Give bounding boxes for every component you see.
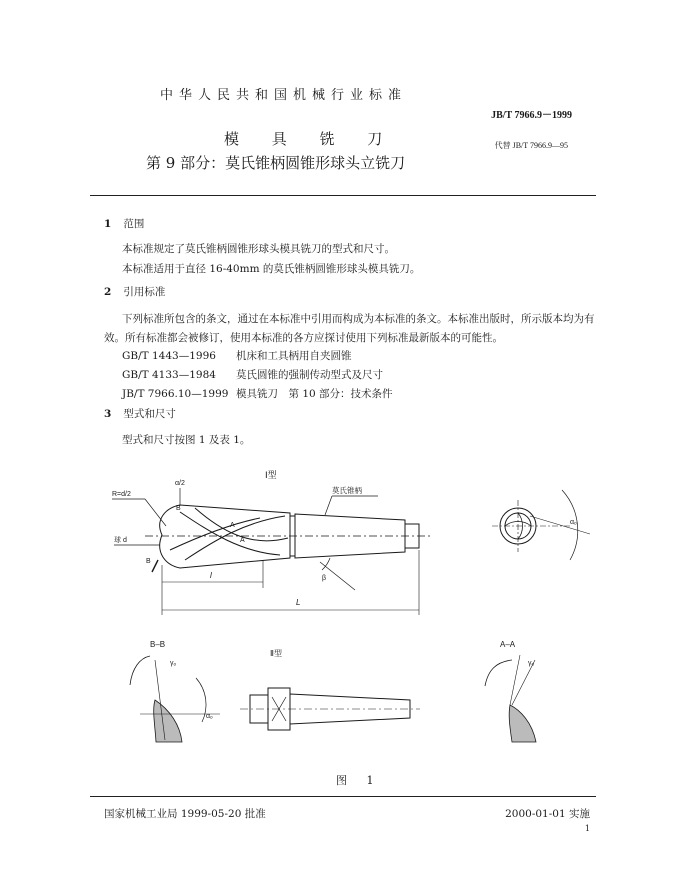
reference-code: GB/T 1443—1996 bbox=[122, 350, 216, 362]
reference-title: 莫氏圆锥的强制传动型式及尺寸 bbox=[236, 369, 383, 381]
section-hatch bbox=[154, 700, 182, 742]
taper-angle-label: β bbox=[322, 575, 327, 582]
document-title: 模 具 铣 刀 bbox=[224, 130, 397, 148]
section-bb-view bbox=[130, 640, 220, 742]
reference-title: 模具铣刀 第 10 部分：技术条件 bbox=[236, 388, 393, 400]
clearance-angle-label: αₒ bbox=[570, 519, 577, 526]
reference-code: GB/T 4133—1984 bbox=[122, 369, 216, 381]
approval-info: 国家机械工业局 1999-05-20 批准 bbox=[104, 808, 266, 820]
section-number: 1 bbox=[104, 218, 112, 230]
section-title: 引用标准 bbox=[123, 286, 166, 298]
section-1-heading bbox=[104, 216, 144, 232]
replaces-note: 代替 JB/T 7966.9—95 bbox=[494, 141, 568, 150]
type-2-label: Ⅱ型 bbox=[270, 649, 282, 658]
type-1-label: Ⅰ型 bbox=[265, 470, 277, 480]
reference-item bbox=[122, 367, 383, 383]
section-number: 3 bbox=[104, 408, 112, 420]
length-L-label: L bbox=[296, 598, 301, 607]
reference-code: JB/T 7966.10—1999 bbox=[122, 388, 229, 400]
cutter-cone bbox=[160, 505, 290, 568]
figure-caption: 图 1 bbox=[336, 774, 382, 787]
section-hatch bbox=[509, 705, 536, 742]
section-1-paragraph-2: 本标准适用于直径 16-40mm 的莫氏锥柄圆锥形球头模具铣刀。 bbox=[122, 263, 421, 275]
section-bb-label: B–B bbox=[150, 640, 166, 649]
section-marker-a: A bbox=[240, 537, 245, 544]
section-marker-a: A bbox=[230, 522, 235, 529]
section-marker-b-top: B bbox=[176, 505, 181, 512]
section-aa-view bbox=[485, 640, 536, 742]
effective-date: 2000-01-01 实施 bbox=[505, 808, 590, 820]
type-1-cutter-view bbox=[112, 469, 430, 615]
length-l-label: l bbox=[210, 571, 212, 580]
rake-angle-label: γₒ bbox=[528, 660, 535, 667]
type-2-shank-view bbox=[240, 648, 420, 730]
section-marker-b-bottom: B bbox=[146, 558, 151, 565]
header-divider bbox=[90, 195, 596, 196]
page-number: 1 bbox=[584, 824, 590, 833]
radius-label: R=d/2 bbox=[112, 491, 131, 498]
figure-1-drawing bbox=[100, 460, 600, 760]
reference-item bbox=[122, 348, 352, 364]
reference-item bbox=[122, 386, 393, 402]
section-2-paragraph: 下列标准所包含的条文，通过在本标准中引用而构成为本标准的条文。本标准出版时，所示版本均为有效。所有标准都会被修订，使用本标准的各方应探讨使用下列标准最新版本的可能性。 bbox=[104, 313, 595, 344]
footer-divider bbox=[90, 796, 596, 797]
end-view bbox=[492, 490, 590, 560]
reference-title: 机床和工具柄用自夹圆锥 bbox=[236, 350, 352, 362]
section-3-heading bbox=[104, 406, 176, 422]
half-angle-label: α/2 bbox=[175, 480, 185, 487]
clearance-angle-label: αₒ bbox=[206, 713, 213, 720]
section-3-paragraph: 型式和尺寸按图 1 及表 1。 bbox=[122, 434, 251, 446]
section-2-heading bbox=[104, 284, 165, 300]
section-1-paragraph-1: 本标准规定了莫氏锥柄圆锥形球头模具铣刀的型式和尺寸。 bbox=[122, 243, 395, 255]
standard-category-title: 中华人民共和国机械行业标准 bbox=[160, 88, 408, 103]
section-number: 2 bbox=[104, 286, 112, 298]
diameter-label: 球 d bbox=[114, 537, 127, 544]
standard-number: JB/T 7966.9－1999 bbox=[491, 110, 572, 121]
section-title: 范围 bbox=[123, 218, 145, 230]
section-aa-label: A–A bbox=[500, 640, 516, 649]
section-title: 型式和尺寸 bbox=[123, 408, 176, 420]
document-subtitle: 第 9 部分：莫氏锥柄圆锥形球头立铣刀 bbox=[146, 154, 406, 172]
shank-label: 莫氏锥柄 bbox=[332, 486, 362, 495]
rake-angle-label: γₒ bbox=[170, 660, 177, 667]
